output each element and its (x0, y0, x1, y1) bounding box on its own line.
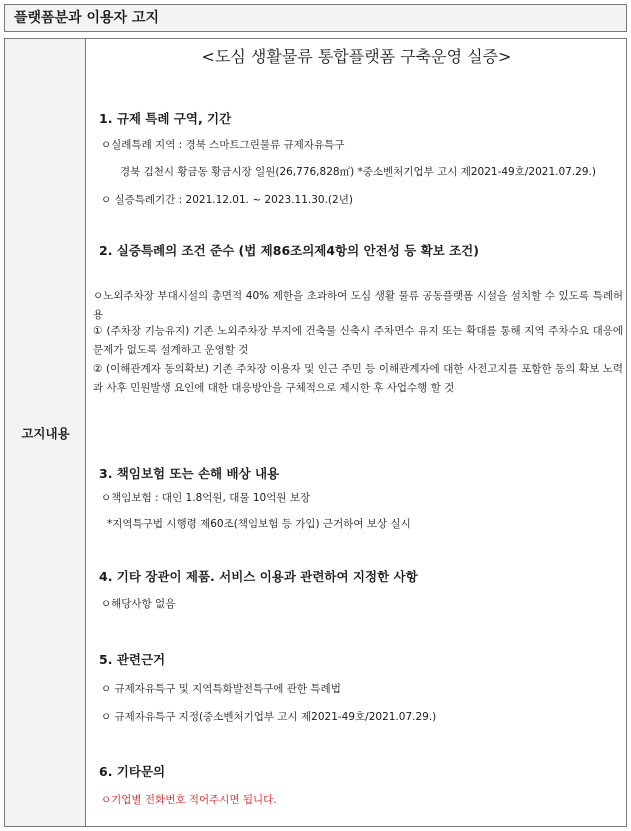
notice-header (4, 4, 627, 32)
section-3-line-1: ㅇ책임보험 : 대인 1.8억원, 대물 10억원 보장 (101, 492, 311, 504)
section-2-paragraph-2: ① (주차장 기능유지) 기존 노외주차장 부지에 건축물 신축시 주차면수 유지 또는 확대를 통해 지역 주차수요 대응에 문제가 없도록 설계하고 운영할 것 (93, 325, 623, 356)
label-cell (5, 39, 86, 826)
section-6-line-1: ㅇ기업별 전화번호 적어주시면 됩니다. (101, 794, 277, 806)
section-3-heading: 3. 책임보험 또는 손해 배상 내용 (99, 466, 280, 481)
notice-header-title: 플랫폼분과 이용자 고지 (14, 10, 159, 26)
section-2-paragraph-1: ㅇ노외주차장 부대시설의 총면적 40% 제한을 초과하여 도심 생활 물류 공동플랫폼 시설을 설치할 수 있도록 특례허용 (93, 290, 623, 321)
notice-table (4, 38, 627, 827)
section-1-line-2: 경북 김천시 황금동 황금시장 일원(26,776,828㎡) *중소벤처기업부 고시 제2021-49호/2021.07.29.) (120, 166, 596, 178)
section-4-line-1: ㅇ해당사항 없음 (101, 598, 176, 610)
section-1-line-3: ㅇ 실증특례기간 : 2021.12.01. ~ 2023.11.30.(2년) (101, 194, 353, 206)
section-5-line-1: ㅇ 규제자유특구 및 지역특화발전특구에 관한 특례법 (101, 683, 341, 695)
section-2-heading: 2. 실증특례의 조건 준수 (법 제86조의제4항의 안전성 등 확보 조건) (99, 243, 479, 258)
content-cell (87, 39, 626, 826)
section-2-paragraph-3: ② (이해관계자 동의확보) 기존 주차장 이용자 및 인근 주민 등 이해관계자에 대한 사전고지를 포함한 동의 확보 노력과 사후 민원발생 요인에 대한 대응방안을 구체적으로 제시한 후 사업수행 할 것 (93, 363, 623, 394)
section-5-heading: 5. 관련근거 (99, 652, 166, 667)
document-title: <도심 생활물류 통합플랫폼 구축운영 실증> (201, 47, 512, 66)
section-4-heading: 4. 기타 장관이 제품. 서비스 이용과 관련하여 지정한 사항 (99, 569, 418, 584)
section-6-heading: 6. 기타문의 (99, 764, 166, 779)
section-3-line-2: *지역특구법 시행령 제60조(책임보험 등 가입) 근거하여 보상 실시 (107, 518, 411, 530)
section-1-heading: 1. 규제 특례 구역, 기간 (99, 111, 232, 126)
label-cell-text: 고지내용 (21, 426, 70, 441)
section-1-line-1: ㅇ실례특례 지역 : 경북 스마트그린물류 규제자유특구 (101, 139, 345, 151)
section-5-line-2: ㅇ 규제자유특구 지정(중소벤처기업부 고시 제2021-49호/2021.07.29.) (101, 711, 437, 723)
